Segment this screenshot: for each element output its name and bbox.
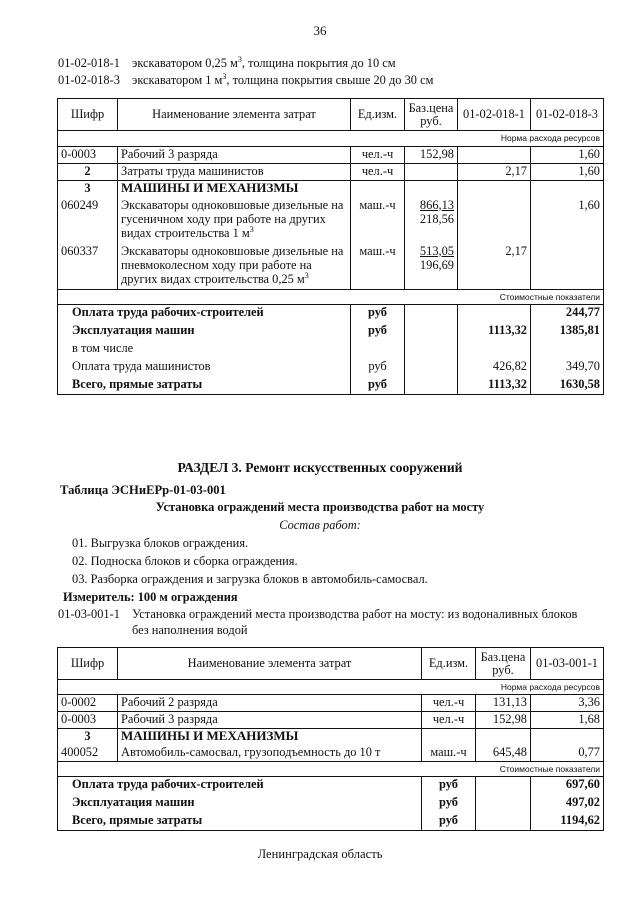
- cell-value-1: 2,17: [458, 164, 531, 181]
- header-col-1: 01-03-001-1: [531, 648, 604, 680]
- cell-value-1: 3,36: [531, 695, 604, 712]
- resource-table-1: [57, 98, 604, 395]
- header-code: Шифр: [58, 99, 118, 131]
- cell-value-1: [458, 147, 531, 164]
- cell-value-2: 1,60: [531, 147, 604, 164]
- total-row: [58, 323, 604, 341]
- total-unit: руб: [351, 305, 405, 323]
- cell-empty: [476, 777, 531, 795]
- cell-empty: [405, 323, 458, 341]
- cell-empty: [458, 181, 531, 198]
- cell-empty: [476, 729, 531, 745]
- total-unit: руб: [422, 795, 476, 813]
- cell-code: 060337: [58, 244, 118, 290]
- page-footer: Ленинградская область: [257, 847, 383, 861]
- total-name: Эксплуатация машин: [58, 795, 422, 813]
- cell-value-2: [531, 244, 604, 290]
- cell-empty: [351, 181, 405, 198]
- table-row: [58, 244, 604, 290]
- cell-price: 152,98: [405, 147, 458, 164]
- total-name: Оплата труда рабочих-строителей: [58, 777, 422, 795]
- cell-name-text: Экскаваторы одноковшовые дизельные на пневмоколесном ходу при работе на других видах строительства 0,25 м: [121, 243, 344, 286]
- total-row: [58, 777, 604, 795]
- total-value-1: [458, 305, 531, 323]
- cell-unit: маш.-ч: [351, 198, 405, 244]
- norm-caption: Норма расхода ресурсов: [58, 131, 604, 147]
- table-row: [58, 745, 604, 762]
- total-value-1: 697,60: [531, 777, 604, 795]
- total-value-2: 349,70: [531, 359, 604, 377]
- cell-code: 0-0003: [58, 147, 118, 164]
- table-header-row: [58, 99, 604, 131]
- total-name: в том числе: [58, 341, 351, 359]
- cell-code: 060249: [58, 198, 118, 244]
- total-unit: руб: [422, 777, 476, 795]
- item-code: 01-02-018-1: [58, 56, 120, 70]
- work-item-line: [58, 56, 396, 71]
- cell-code: 3: [58, 729, 118, 745]
- item-code: 01-03-001-1: [58, 607, 120, 621]
- table-header-row: [58, 648, 604, 680]
- header-code: Шифр: [58, 648, 118, 680]
- price-line-2: 218,56: [419, 211, 454, 226]
- cell-empty: [531, 341, 604, 359]
- price-line-1: 866,13: [419, 197, 454, 212]
- total-value-1: 1113,32: [458, 323, 531, 341]
- cell-code: 3: [58, 181, 118, 198]
- cell-code: 2: [58, 164, 118, 181]
- price-line-2: 196,69: [419, 257, 454, 272]
- total-value-2: 1630,58: [531, 377, 604, 395]
- item-text: , толщина покрытия свыше 20 до 30 см: [226, 73, 434, 87]
- header-price: Баз.цена руб.: [405, 99, 458, 131]
- header-name: Наименование элемента затрат: [118, 99, 351, 131]
- cell-name: [118, 244, 351, 290]
- total-row: [58, 359, 604, 377]
- cell-price: 645,48: [476, 745, 531, 762]
- total-name: Оплата труда машинистов: [58, 359, 351, 377]
- cell-name: МАШИНЫ И МЕХАНИЗМЫ: [118, 729, 422, 745]
- cell-value-1: 2,17: [458, 244, 531, 290]
- header-price: Баз.цена руб.: [476, 648, 531, 680]
- cell-unit: чел.-ч: [422, 695, 476, 712]
- total-value-1: 426,82: [458, 359, 531, 377]
- cost-caption: Стоимостные показатели: [58, 290, 604, 305]
- cell-price: [405, 244, 458, 290]
- work-step: 02. Подноска блоков и сборка ограждения.: [72, 554, 298, 568]
- table-row: [58, 181, 604, 198]
- section-title: РАЗДЕЛ 3. Ремонт искусственных сооружений: [177, 460, 463, 475]
- norm-caption: Норма расхода ресурсов: [58, 680, 604, 695]
- total-unit: руб: [351, 377, 405, 395]
- caption-row: [58, 290, 604, 305]
- cell-code: 400052: [58, 745, 118, 762]
- total-name: Эксплуатация машин: [58, 323, 351, 341]
- superscript: 3: [237, 55, 242, 64]
- total-row: [58, 341, 604, 359]
- cell-unit: маш.-ч: [351, 244, 405, 290]
- total-name: Всего, прямые затраты: [58, 813, 422, 831]
- superscript: 3: [222, 72, 227, 81]
- caption-row: [58, 131, 604, 147]
- cell-empty: [476, 813, 531, 831]
- header-unit: Ед.изм.: [351, 99, 405, 131]
- cell-empty: [405, 359, 458, 377]
- table-row: [58, 729, 604, 745]
- table-label: Таблица ЭСНиЕРр-01-03-001: [60, 483, 226, 497]
- cost-caption: Стоимостные показатели: [58, 762, 604, 777]
- caption-row: [58, 680, 604, 695]
- cell-price: [405, 198, 458, 244]
- cell-empty: [531, 729, 604, 745]
- total-row: [58, 305, 604, 323]
- item-description: без наполнения водой: [132, 623, 248, 637]
- cell-price: 152,98: [476, 712, 531, 729]
- cell-name: МАШИНЫ И МЕХАНИЗМЫ: [118, 181, 351, 198]
- cell-value-2: 1,60: [531, 164, 604, 181]
- caption-row: [58, 762, 604, 777]
- total-value-2: 244,77: [531, 305, 604, 323]
- resource-table-2: [57, 647, 604, 831]
- cell-unit: чел.-ч: [351, 147, 405, 164]
- total-value-2: 1385,81: [531, 323, 604, 341]
- measurement-unit: Измеритель: 100 м ограждения: [63, 590, 238, 604]
- cell-price: [405, 164, 458, 181]
- cell-name: Рабочий 3 разряда: [118, 147, 351, 164]
- total-unit: руб: [351, 359, 405, 377]
- cell-empty: [405, 305, 458, 323]
- cell-empty: [351, 341, 405, 359]
- cell-empty: [458, 341, 531, 359]
- item-text: , толщина покрытия до 10 см: [241, 56, 396, 70]
- header-col-2: 01-02-018-3: [531, 99, 604, 131]
- page-number: 36: [313, 23, 327, 38]
- table-row: [58, 695, 604, 712]
- item-text: экскаватором 1 м: [132, 73, 223, 87]
- price-line-1: 513,05: [419, 243, 454, 258]
- table-row: [58, 147, 604, 164]
- work-step: 03. Разборка ограждения и загрузка блоков в автомобиль-самосвал.: [72, 572, 428, 586]
- cell-empty: [405, 341, 458, 359]
- cell-name: Рабочий 2 разряда: [118, 695, 422, 712]
- cell-unit: маш.-ч: [422, 745, 476, 762]
- cell-value-1: 1,68: [531, 712, 604, 729]
- total-name: Всего, прямые затраты: [58, 377, 351, 395]
- header-col-1: 01-02-018-1: [458, 99, 531, 131]
- cell-unit: чел.-ч: [351, 164, 405, 181]
- superscript: 3: [249, 224, 254, 234]
- cell-empty: [476, 795, 531, 813]
- total-row: [58, 795, 604, 813]
- table-row: [58, 198, 604, 244]
- work-step: 01. Выгрузка блоков ограждения.: [72, 536, 249, 550]
- header-name: Наименование элемента затрат: [118, 648, 422, 680]
- cell-value-1: [458, 198, 531, 244]
- table-row: [58, 164, 604, 181]
- works-title: Состав работ:: [279, 518, 361, 532]
- cell-empty: [405, 181, 458, 198]
- cell-value-2: 1,60: [531, 198, 604, 244]
- total-value-1: 497,02: [531, 795, 604, 813]
- cell-name-text: Экскаваторы одноковшовые дизельные на гусеничном ходу при работе на других видах строительства 1 м: [121, 197, 344, 240]
- item-text: экскаватором 0,25 м: [132, 56, 238, 70]
- cell-name: Автомобиль-самосвал, грузоподъемность до 10 т: [118, 745, 422, 762]
- cell-empty: [405, 377, 458, 395]
- total-unit: руб: [351, 323, 405, 341]
- total-value-1: 1113,32: [458, 377, 531, 395]
- cell-unit: чел.-ч: [422, 712, 476, 729]
- cell-value-1: 0,77: [531, 745, 604, 762]
- cell-name: Затраты труда машинистов: [118, 164, 351, 181]
- total-value-1: 1194,62: [531, 813, 604, 831]
- work-item-line: [58, 73, 433, 88]
- cell-price: 131,13: [476, 695, 531, 712]
- cell-empty: [422, 729, 476, 745]
- total-row: [58, 813, 604, 831]
- cell-name: [118, 198, 351, 244]
- superscript: 3: [304, 270, 309, 280]
- total-unit: руб: [422, 813, 476, 831]
- cell-code: 0-0002: [58, 695, 118, 712]
- cell-empty: [531, 181, 604, 198]
- table-row: [58, 712, 604, 729]
- total-row: [58, 377, 604, 395]
- header-unit: Ед.изм.: [422, 648, 476, 680]
- item-description: Установка ограждений места производства работ на мосту: из водоналивных блоков: [132, 607, 578, 621]
- item-code: 01-02-018-3: [58, 73, 120, 87]
- install-title: Установка ограждений места производства работ на мосту: [155, 500, 485, 514]
- total-name: Оплата труда рабочих-строителей: [58, 305, 351, 323]
- cell-code: 0-0003: [58, 712, 118, 729]
- cell-name: Рабочий 3 разряда: [118, 712, 422, 729]
